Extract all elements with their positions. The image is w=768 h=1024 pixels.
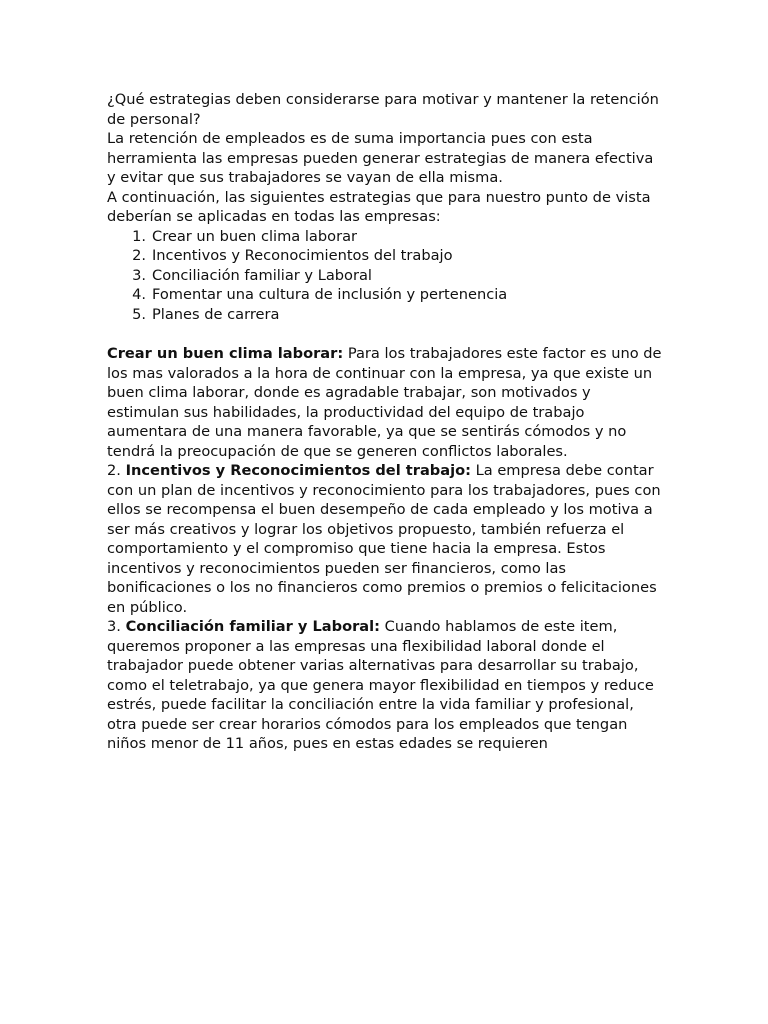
list-item <box>107 285 663 305</box>
section-body: Para los trabajadores este factor es uno de los mas valorados a la hora de continuar con la empresa, ya que existe un buen clima laborar, donde es agradable trabajar, son motivados y estimulan sus habilidades, la productividad del equipo de trabajo aumentara de una manera favorable, ya que se sentirás cómodos y no tendrá la preocupación de que se generen conflictos laborales. <box>107 345 662 460</box>
list-text: Conciliación familiar y Laboral <box>152 266 372 284</box>
section-prefix: 3. <box>107 618 126 635</box>
list-number: 1. <box>132 227 146 245</box>
list-text: Crear un buen clima laborar <box>152 227 358 245</box>
document-page <box>107 90 663 754</box>
section-title: Crear un buen clima laborar: <box>107 345 344 362</box>
list-number: 2. <box>132 247 146 264</box>
lead-paragraph: A continuación, las siguientes estrategias que para nuestro punto de vista deberían se aplicadas en todas las empresas: <box>107 188 651 225</box>
list-number: 4. <box>132 286 146 303</box>
list-text: Planes de carrera <box>152 305 280 323</box>
list-text: Incentivos y Reconocimientos del trabajo <box>152 247 453 264</box>
strategy-list <box>107 227 663 325</box>
section-clima-laboral <box>107 344 663 461</box>
list-text: Fomentar una cultura de inclusión y pertenencia <box>152 286 508 303</box>
list-item <box>107 246 663 266</box>
section-title: Conciliación familiar y Laboral: <box>125 618 380 635</box>
section-prefix: 2. <box>107 462 126 479</box>
question-heading: ¿Qué estrategias deben considerarse para motivar y mantener la retención de personal? <box>107 91 659 128</box>
section-incentivos <box>107 461 663 617</box>
list-number: 3. <box>132 266 146 284</box>
list-item <box>107 266 663 286</box>
section-body: Cuando hablamos de este item, queremos proponer a las empresas una flexibilidad laboral donde el trabajador puede obtener varias alternativas para desarrollar su trabajo, como el teletrabajo, ya que genera mayor flexibilidad en tiempos y reduce estrés, puede facilitar la conciliación entre la vida familiar y profesional, otra puede ser crear horarios cómodos para los empleados que tengan niños menor de 11 años, pues en estas edades se requieren <box>107 618 654 752</box>
list-item <box>107 227 663 247</box>
intro-paragraph: La retención de empleados es de suma importancia pues con esta herramienta las empresas pueden generar estrategias de manera efectiva y evitar que sus trabajadores se vayan de ella misma. <box>107 130 654 186</box>
section-conciliacion <box>107 617 663 754</box>
section-body: La empresa debe contar con un plan de incentivos y reconocimiento para los trabajadores, pues con ellos se recompensa el buen desempeño de cada empleado y los motiva a ser más creativos y lograr los objetivos propuesto, también refuerza el comportamiento y el compromiso que tiene hacia la empresa. Estos incentivos y reconocimientos pueden ser financieros, como las bonificaciones o los no financieros como premios o premios o felicitaciones en público. <box>107 462 661 616</box>
list-item <box>107 305 663 325</box>
section-title: Incentivos y Reconocimientos del trabajo: <box>125 462 471 479</box>
list-number: 5. <box>132 305 146 323</box>
